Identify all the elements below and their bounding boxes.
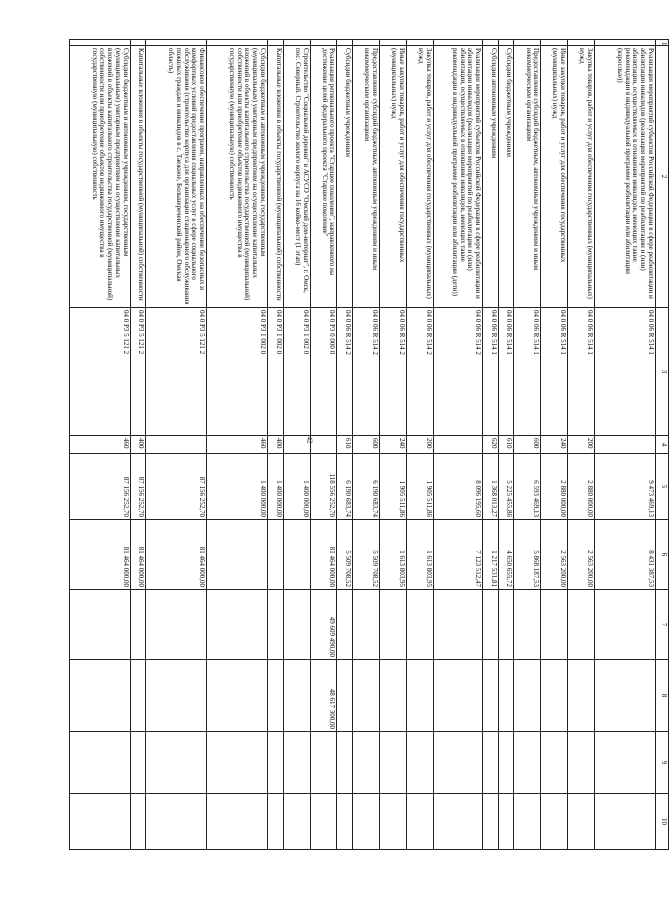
row-amount-col8 [379, 660, 406, 732]
row-amount-col6: 2 563 200,00 [568, 520, 595, 590]
row-amount-col6: 81 464 000,00 [146, 520, 207, 590]
row-amount-col10 [483, 794, 499, 850]
row-amount-col5: 6 190 683,74 [353, 454, 380, 520]
row-amount-col10 [146, 794, 207, 850]
row-code: 04 0 06 R 514 1 [595, 308, 656, 436]
row-code: 04 0 06 R 514 2 [433, 308, 482, 436]
row-code: 04 0 06 R 514 1 [568, 308, 595, 436]
row-name: Реализация мероприятий субъектов Российской Федерации в сфере реабилитации и абилитации инвалидов (реализация мероприятий по реабилитации и (или) абилитации, осуществляемых в отношении инвалидов, имеющих такие рекомендации в индивидуальной программе реабилитации или абилитации (дети)) [433, 46, 482, 308]
row-amount-col8 [483, 660, 499, 732]
row-amount-col5: 2 880 000,00 [541, 454, 568, 520]
row-name: Субсидии бюджетным и автономным учреждениям, государственным (муниципальным) унитарным предприятиям на осуществление капитальных вложений в объекты капитального строительства государственной (муниципальной) собственности или приобретение объектов недвижимого имущества в государственную (муниципальную) собственность [207, 46, 268, 308]
row-name: Субсидии бюджетным учреждениям [498, 46, 514, 308]
row-amount-col5: 1 400 000,00 [283, 454, 310, 520]
row-amount-col9 [310, 732, 337, 794]
row-amount-col9 [70, 732, 131, 794]
row-amount-col5: 1 905 511,86 [406, 454, 433, 520]
row-amount-col7 [541, 590, 568, 660]
row-amount-col8 [433, 660, 482, 732]
table-row [498, 40, 514, 850]
row-code: 04 0 06 R 514 2 [379, 308, 406, 436]
row-amount-col10 [541, 794, 568, 850]
row-name: Субсидии бюджетным учреждениям [337, 46, 353, 308]
row-name: Субсидии бюджетным и автономным учреждениям, государственным (муниципальным) унитарным предприятиям на осуществление капитальных вложений в объекты капитального строительства государственной (муниципальной) собственности или приобретение объектов недвижимого имущества в государственную (муниципальную) собственность [70, 46, 131, 308]
row-amount-col10 [568, 794, 595, 850]
row-code: 04 0 06 R 514 2 [353, 308, 380, 436]
row-amount-col6: 8 431 387,53 [595, 520, 656, 590]
column-number-8: 8 [656, 660, 669, 732]
row-kvr: 620 [483, 436, 499, 454]
row-amount-col10 [595, 794, 656, 850]
row-amount-col6: 81 464 000,00 [70, 520, 131, 590]
row-code: 04 0 06 R 514 2 [337, 308, 353, 436]
table-row [483, 40, 499, 850]
row-name: Предоставление субсидий бюджетным, автономным учреждениям и иным некоммерческим организациям [353, 46, 380, 308]
row-name: Капитальные вложения в объекты государственной (муниципальной) собственности [130, 46, 146, 308]
row-amount-col9 [268, 732, 284, 794]
row-amount-col8 [541, 660, 568, 732]
row-code: 04 0 P3 1 002 0 [283, 308, 310, 436]
table-row [406, 40, 433, 850]
row-amount-col6: 1 613 803,95 [406, 520, 433, 590]
table-row [70, 40, 131, 850]
row-amount-col5: 1 400 000,00 [268, 454, 284, 520]
table-row [379, 40, 406, 850]
column-number-9: 9 [656, 732, 669, 794]
row-amount-col8 [406, 660, 433, 732]
row-amount-col7 [379, 590, 406, 660]
row-code: 04 0 P3 1 002 0 [268, 308, 284, 436]
column-number-5: 5 [656, 454, 669, 520]
row-code: 04 0 P3 1 002 0 [207, 308, 268, 436]
row-amount-col5: 5 225 455,86 [498, 454, 514, 520]
row-name: Капитальные вложения в объекты государственной (муниципальной) собственности [268, 46, 284, 308]
column-number-2: 2 [656, 46, 669, 308]
table-row [337, 40, 353, 850]
table-row [568, 40, 595, 850]
document-page [69, 39, 669, 849]
row-amount-col8: 48 617 300,00 [310, 660, 337, 732]
row-amount-col7 [433, 590, 482, 660]
row-code: 04 0 P3 5 121 2 [130, 308, 146, 436]
row-amount-col10 [310, 794, 337, 850]
row-name: Закупка товаров, работ и услуг для обеспечения государственных (муниципальных) нужд [568, 46, 595, 308]
row-name: Субсидии автономным учреждениям [483, 46, 499, 308]
row-amount-col5: 9 473 469,13 [595, 454, 656, 520]
row-amount-col8 [268, 660, 284, 732]
row-amount-col5: 6 190 683,74 [337, 454, 353, 520]
row-amount-col5: 87 156 252,70 [130, 454, 146, 520]
row-amount-col5: 118 556 252,70 [310, 454, 337, 520]
table-row [283, 40, 310, 850]
row-code: 04 0 06 R 514 1 [541, 308, 568, 436]
row-amount-col10 [130, 794, 146, 850]
table-row [595, 40, 656, 850]
row-name: Иные закупки товаров, работ и услуг для обеспечения государственных (муниципальных) нужд [379, 46, 406, 308]
row-amount-col7 [130, 590, 146, 660]
row-code: 04 0 P3 5 121 2 [146, 308, 207, 436]
row-amount-col10 [207, 794, 268, 850]
row-amount-col9 [541, 732, 568, 794]
row-amount-col5: 1 400 000,00 [207, 454, 268, 520]
row-amount-col7: 49 609 490,00 [310, 590, 337, 660]
row-amount-col5: 87 156 252,70 [146, 454, 207, 520]
row-kvr: 400 [130, 436, 146, 454]
row-name: Реализация регионального проекта "Старшее поколение", направленного на достижение целей федерального проекта "Старшее поколение" [310, 46, 337, 308]
column-number-10: 10 [656, 794, 669, 850]
row-name: Строительство "Социальной деревни" в АСУСО "Омский дом-интернат", г. Омск, пос. Северный. Строительство жилого корпуса на 16 койко-мест (1 этап) [283, 46, 310, 308]
row-amount-col10 [379, 794, 406, 850]
row-kvr [283, 436, 310, 454]
column-number-1: 1 [656, 40, 669, 46]
row-kvr [595, 436, 656, 454]
row-kvr: 610 [498, 436, 514, 454]
row-amount-col7 [70, 590, 131, 660]
row-amount-col7 [498, 590, 514, 660]
row-amount-col9 [379, 732, 406, 794]
row-amount-col6: 5 509 708,52 [337, 520, 353, 590]
table-row [433, 40, 482, 850]
row-code: 04 0 06 R 514 1 [514, 308, 541, 436]
row-amount-col8 [595, 660, 656, 732]
row-amount-col9 [130, 732, 146, 794]
row-name: Иные закупки товаров, работ и услуг для обеспечения государственных (муниципальных) нужд [541, 46, 568, 308]
row-kvr: 600 [353, 436, 380, 454]
row-amount-col6: 1 217 531,81 [483, 520, 499, 590]
column-number-7: 7 [656, 590, 669, 660]
row-amount-col9 [568, 732, 595, 794]
row-kvr: 610 [337, 436, 353, 454]
row-code: 04 0 P3 0 000 0 [310, 308, 337, 436]
row-kvr: 200 [568, 436, 595, 454]
row-amount-col10 [514, 794, 541, 850]
row-amount-col9 [483, 732, 499, 794]
row-code: 04 0 06 R 514 1 [483, 308, 499, 436]
row-amount-col10 [70, 794, 131, 850]
row-amount-col8 [337, 660, 353, 732]
row-amount-col10 [268, 794, 284, 850]
row-name: Финансовое обеспечение программ, направленных на обеспечение безопасных и комфортных условий предоставления социальных услуг в сфере социального обслуживания (строительство корпуса для организации стационарного обслуживания пожилых граждан и инвалидов в с. Таежное, Большереченский район, Омская область) [146, 46, 207, 308]
row-amount-col8 [146, 660, 207, 732]
row-amount-col5: 1 905 511,86 [379, 454, 406, 520]
row-amount-col10 [433, 794, 482, 850]
row-amount-col5: 6 593 469,13 [514, 454, 541, 520]
column-number-3: 3 [656, 308, 669, 436]
row-code: 04 0 06 R 514 1 [498, 308, 514, 436]
row-amount-col6: 4 650 655,72 [498, 520, 514, 590]
row-name: Реализация мероприятий субъектов Российской Федерации в сфере реабилитации и абилитации инвалидов (реализация мероприятий по реабилитации и (или) абилитации, осуществляемых в отношении инвалидов, имеющих такие рекомендации в индивидуальной программе реабилитации или абилитации (взрослые)) [595, 46, 656, 308]
row-amount-col6: 7 123 512,47 [433, 520, 482, 590]
row-code: 04 0 06 R 514 2 [406, 308, 433, 436]
row-amount-col10 [283, 794, 310, 850]
row-name: Закупка товаров, работ и услуг для обеспечения государственных (муниципальных) нужд [406, 46, 433, 308]
table-row [207, 40, 268, 850]
column-number-row [656, 40, 669, 850]
table-row [146, 40, 207, 850]
row-amount-col7 [483, 590, 499, 660]
row-kvr: 600 [514, 436, 541, 454]
row-amount-col9 [498, 732, 514, 794]
row-amount-col6: 1 613 803,95 [379, 520, 406, 590]
row-amount-col6: 81 464 000,00 [130, 520, 146, 590]
row-amount-col10 [406, 794, 433, 850]
row-amount-col7 [353, 590, 380, 660]
row-name: Предоставление субсидий бюджетным, автономным учреждениям и иным некоммерческим организациям [514, 46, 541, 308]
row-kvr [310, 436, 337, 454]
row-amount-col7 [268, 590, 284, 660]
row-amount-col9 [146, 732, 207, 794]
page-number: 42 [305, 436, 314, 444]
column-number-4: 4 [656, 436, 669, 454]
row-amount-col8 [283, 660, 310, 732]
row-kvr: 200 [406, 436, 433, 454]
row-kvr: 400 [268, 436, 284, 454]
row-amount-col8 [70, 660, 131, 732]
table-row [310, 40, 337, 850]
row-kvr: 240 [379, 436, 406, 454]
row-amount-col6: 2 563 200,00 [541, 520, 568, 590]
row-kvr: 460 [70, 436, 131, 454]
row-amount-col9 [514, 732, 541, 794]
row-kvr: 460 [207, 436, 268, 454]
row-amount-col6: 5 509 708,52 [353, 520, 380, 590]
row-kvr: 240 [541, 436, 568, 454]
row-amount-col7 [283, 590, 310, 660]
row-amount-col8 [568, 660, 595, 732]
row-amount-col8 [514, 660, 541, 732]
row-amount-col9 [207, 732, 268, 794]
table-row [514, 40, 541, 850]
row-amount-col7 [595, 590, 656, 660]
table-row [353, 40, 380, 850]
row-amount-col7 [337, 590, 353, 660]
row-amount-col9 [595, 732, 656, 794]
row-amount-col6 [268, 520, 284, 590]
row-kvr [433, 436, 482, 454]
table-row [130, 40, 146, 850]
table-row [268, 40, 284, 850]
row-amount-col6: 81 464 000,00 [310, 520, 337, 590]
row-amount-col10 [498, 794, 514, 850]
row-code: 04 0 P3 5 121 2 [70, 308, 131, 436]
row-amount-col8 [207, 660, 268, 732]
row-amount-col8 [498, 660, 514, 732]
row-amount-col7 [146, 590, 207, 660]
row-amount-col8 [130, 660, 146, 732]
table-row [541, 40, 568, 850]
row-amount-col5: 87 156 252,70 [70, 454, 131, 520]
row-amount-col6 [283, 520, 310, 590]
row-amount-col6 [207, 520, 268, 590]
row-amount-col7 [514, 590, 541, 660]
row-amount-col5: 2 880 000,00 [568, 454, 595, 520]
row-amount-col9 [353, 732, 380, 794]
row-amount-col5: 1 368 013,27 [483, 454, 499, 520]
row-amount-col10 [353, 794, 380, 850]
row-amount-col7 [406, 590, 433, 660]
row-amount-col7 [207, 590, 268, 660]
row-amount-col9 [433, 732, 482, 794]
row-amount-col7 [568, 590, 595, 660]
row-amount-col9 [283, 732, 310, 794]
row-amount-col8 [353, 660, 380, 732]
row-amount-col5: 8 096 195,60 [433, 454, 482, 520]
budget-table [69, 39, 669, 850]
column-number-6: 6 [656, 520, 669, 590]
row-amount-col6: 5 868 187,53 [514, 520, 541, 590]
row-kvr [146, 436, 207, 454]
row-amount-col9 [406, 732, 433, 794]
row-amount-col10 [337, 794, 353, 850]
row-amount-col9 [337, 732, 353, 794]
